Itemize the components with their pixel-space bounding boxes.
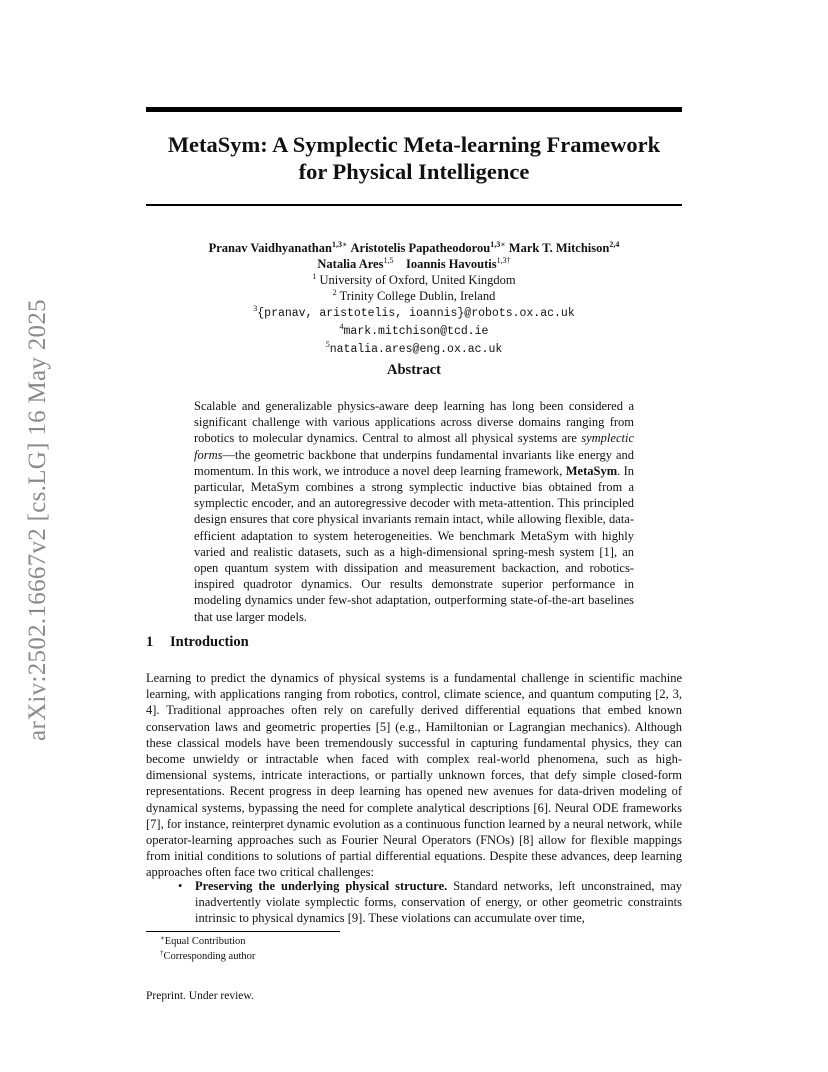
author-affil: 1,3∗ [331, 240, 348, 249]
bullet-title: Preserving the underlying physical structure. [195, 879, 448, 893]
abstract-body: Scalable and generalizable physics-aware deep learning has long been considered a significant challenge with various applications across diverse domains ranging from robotics to molecular dynamics. Central to almost all physical systems are symplectic forms—the geometric backbone that underpins fundamental invariants like energy and momentum. In this work, we introduce a novel deep learning framework, MetaSym. In particular, MetaSym combines a strong symplectic inductive bias obtained from a symplectic encoder, and an autoregressive decoder with meta-attention. This principled design ensures that core physical invariants remain intact, while allowing flexible, data-efficient adaptation to system heterogeneities. We benchmark MetaSym with highly varied and realistic datasets, such as a high-dimensional spring-mesh system [1], an open quantum system with dissipation and measurement backaction, and robotics-inspired quadrotor dynamics. Our results demonstrate superior performance in modeling dynamics under few-shot adaptation, outperforming state-of-the-art baselines that use larger models. [194, 399, 634, 624]
paper-title [146, 131, 682, 185]
author-affil: 1,3† [496, 256, 511, 265]
bullet-text: Standard networks, left unconstrained, may inadvertently violate symplectic forms, conservation of energy, or other geometric constraints intrinsic to physical dynamics [9]. These violations can accumulate over time, [195, 879, 682, 926]
author-name: Pranav Vaidhyanathan [208, 241, 332, 255]
title-bottom-rule [146, 204, 682, 206]
abstract-emphasis: symplectic forms [194, 431, 634, 462]
abstract-heading: Abstract [387, 362, 441, 378]
title-line-1: MetaSym: A Symplectic Meta-learning Framework [167, 132, 661, 157]
introduction-paragraph: Learning to predict the dynamics of physical systems is a fundamental challenge in scientific machine learning, with applications ranging from robotics, control, climate science, and quantum computing [2, 3, 4]. Traditional approaches often rely on carefully derived differential equations that embed known conservation laws and geometric properties [5] (e.g., Hamiltonian or Lagrangian mechanics). Although these classical models have been tremendously successful in capturing fundamental physics, they can become unwieldy or intractable when faced with complex real-world phenomena, such as high-dimensional systems, intricate interactions, or partially unknown forces, that defy simple closed-form representations. Recent progress in deep learning has opened new avenues for data-driven modeling of dynamical systems, bypassing the need for complete analytical descriptions [6]. Neural ODE frameworks [7], for instance, reinterpret dynamic evolution as a continuous function learned by a neural network, while operator-learning approaches such as Fourier Neural Operators (FNOs) [8] allow for flexible mappings from initial conditions to solutions of partial differential equations. Despite these advances, deep learning approaches often face two critical challenges: [146, 671, 682, 880]
author-affil: 1,5 [383, 256, 394, 265]
author-block [146, 240, 682, 358]
affiliation-1: $^1$ University of Oxford, United Kingdom [312, 272, 516, 287]
title-top-rule [146, 107, 682, 112]
page-footer: Preprint. Under review. [146, 990, 254, 1002]
footnote-2: †Corresponding author [160, 949, 256, 962]
bullet-icon: • [178, 879, 183, 893]
author-name: Mark T. Mitchison [508, 241, 610, 255]
footnotes [160, 934, 255, 964]
list-item [178, 878, 682, 927]
email-3: $^3${pranav, aristotelis, ioannis}@robots.ox.ac.uk [253, 304, 575, 320]
abstract-bold: MetaSym [565, 463, 618, 478]
section-title: Introduction [170, 634, 249, 650]
affiliation-2: $^2$ Trinity College Dublin, Ireland [332, 288, 496, 303]
author-affil: 2,4 [609, 240, 620, 249]
author-affil: 1,3∗ [490, 240, 506, 249]
footnote-rule [146, 931, 340, 932]
author-name: Ioannis Havoutis [405, 257, 497, 271]
section-heading-introduction [146, 634, 249, 651]
author-line-1 [146, 240, 682, 256]
email-4: $^4$mark.mitchison@tcd.ie [339, 322, 489, 338]
arxiv-identifier: arXiv:2502.16667v2 [cs.LG] 16 May 2025 [24, 299, 51, 741]
title-line-2: for Physical Intelligence [298, 159, 530, 184]
author-line-2 [146, 256, 682, 272]
section-number: 1 [146, 634, 154, 650]
author-name: Natalia Ares [317, 257, 384, 271]
footnote-1: ∗Equal Contribution [160, 934, 246, 947]
email-5: $^5$natalia.ares@eng.ox.ac.uk [325, 340, 503, 356]
author-name: Aristotelis Papatheodorou [350, 241, 491, 255]
